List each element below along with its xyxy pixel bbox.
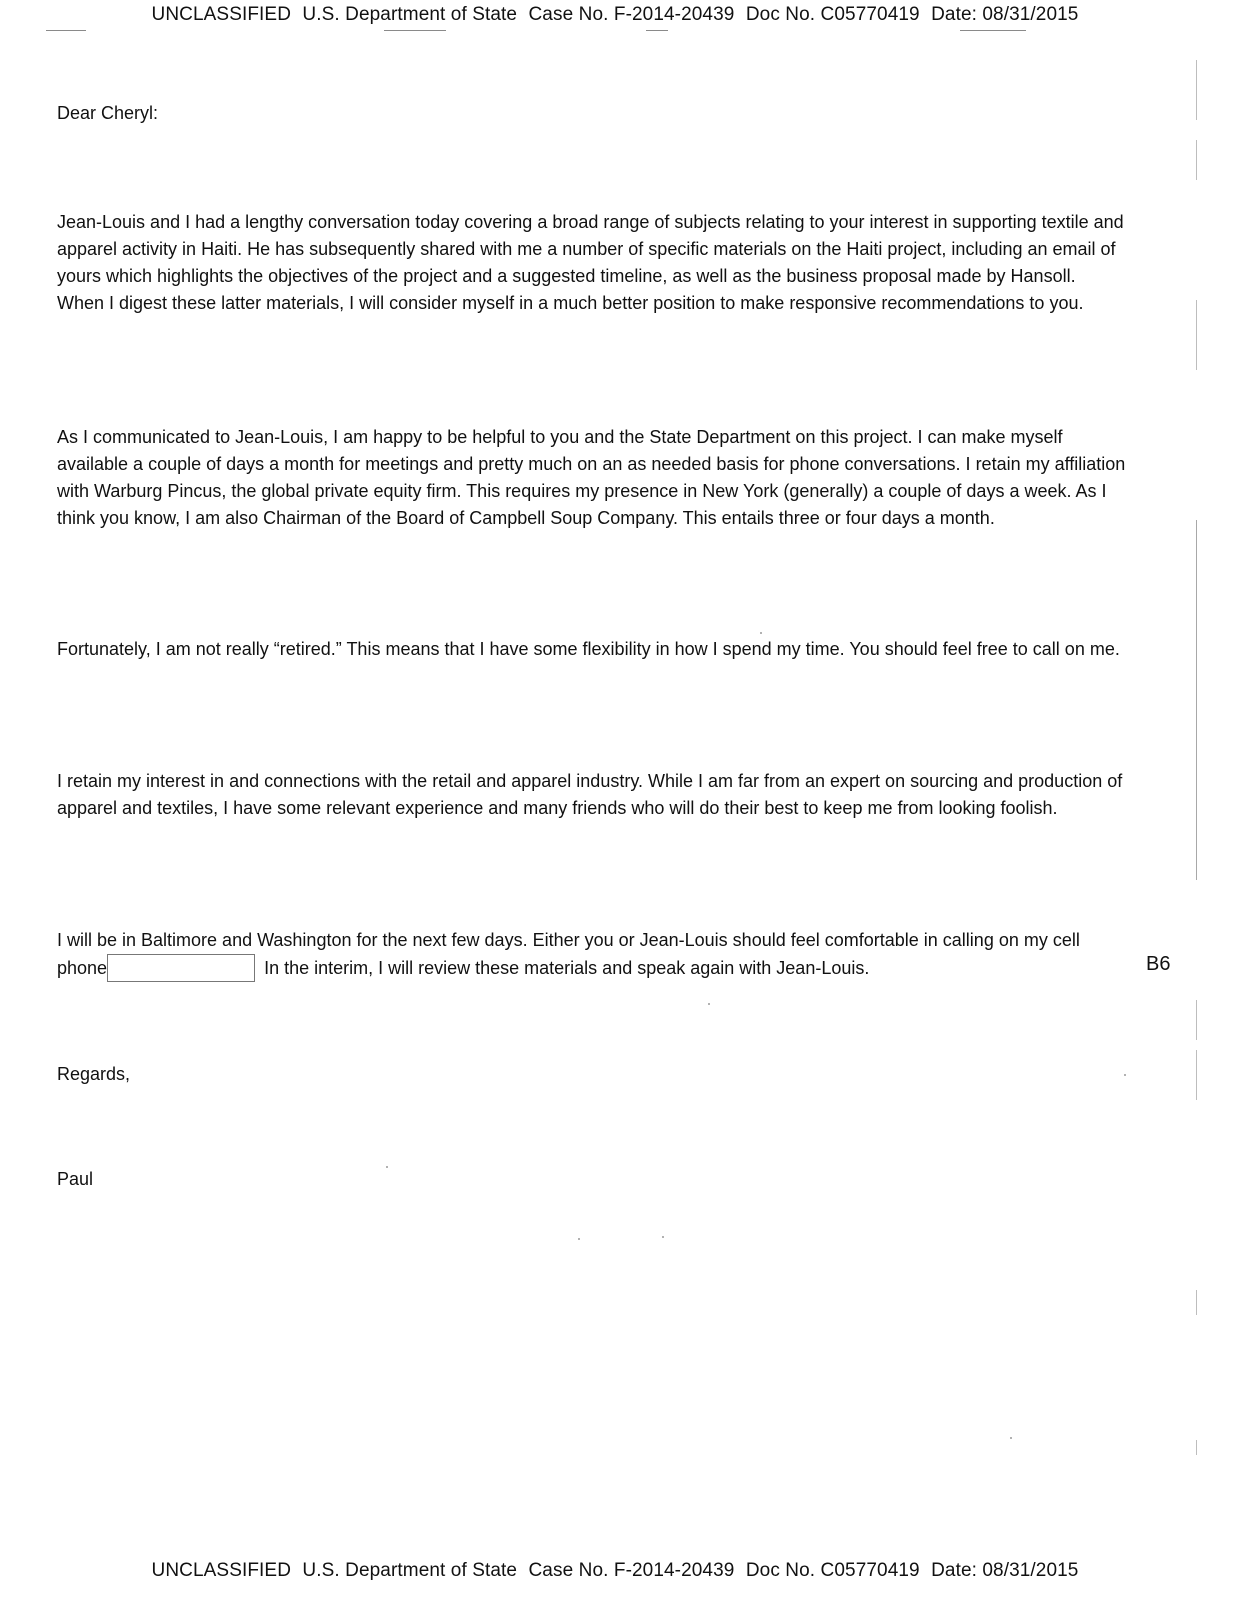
scan-artifact bbox=[646, 30, 668, 31]
scan-artifact bbox=[386, 1166, 388, 1168]
scan-artifact bbox=[1196, 1440, 1197, 1455]
header-case-number: Case No. F-2014-20439 bbox=[528, 4, 735, 25]
scan-artifact bbox=[1196, 140, 1197, 180]
scan-artifact bbox=[760, 632, 762, 634]
scan-artifact bbox=[1196, 60, 1197, 120]
scan-artifact bbox=[1196, 1290, 1197, 1315]
letter-signature: Paul bbox=[57, 1169, 94, 1189]
scan-artifact bbox=[708, 1003, 710, 1005]
header-doc-number: Doc No. C05770419 bbox=[745, 4, 920, 25]
letter-paragraph: Fortunately, I am not really “retired.” This means that I have some flexibility in how I spend my time. You should feel free to call on me. bbox=[57, 639, 1120, 659]
scan-artifact bbox=[662, 1236, 664, 1238]
scan-artifact bbox=[1196, 1050, 1197, 1100]
scan-artifact bbox=[1196, 1000, 1197, 1040]
redaction-box bbox=[107, 954, 255, 982]
paragraph-text-before-redaction: I will be in Baltimore and Washington for the next few days. Either you or Jean-Louis should feel comfortable in calling on my cell phone bbox=[57, 930, 1080, 978]
scan-artifact bbox=[1010, 1437, 1012, 1439]
header-date: Date: 08/31/2015 bbox=[931, 4, 1079, 25]
header-agency: U.S. Department of State bbox=[302, 4, 518, 25]
letter-paragraph: As I communicated to Jean-Louis, I am happy to be helpful to you and the State Department on this project. I can make myself available a couple of days a month for meetings and pretty much on an as needed basis for phone conversations. I retain my affiliation with Warburg Pincus, the global private equity firm. This requires my presence in New York (generally) a couple of days a week. As I think you know, I am also Chairman of the Board of Campbell Soup Company. This entails three or four days a month. bbox=[57, 427, 1126, 528]
footer-classification: UNCLASSIFIED bbox=[151, 1560, 292, 1581]
scan-artifact bbox=[384, 30, 446, 31]
header-classification: UNCLASSIFIED bbox=[151, 4, 292, 25]
paragraph-text-after-redaction: In the interim, I will review these materials and speak again with Jean-Louis. bbox=[259, 958, 870, 978]
scan-artifact bbox=[46, 30, 86, 31]
footer-stamp bbox=[0, 1560, 1236, 1582]
scan-artifact bbox=[1124, 1074, 1126, 1076]
footer-case-number: Case No. F-2014-20439 bbox=[528, 1560, 735, 1581]
scan-artifact bbox=[1196, 300, 1197, 370]
header-stamp bbox=[0, 4, 1236, 26]
scan-artifact bbox=[578, 1238, 580, 1240]
letter-paragraph: Jean-Louis and I had a lengthy conversation today covering a broad range of subjects relating to your interest in supporting textile and apparel activity in Haiti. He has subsequently shared with me a number of specific materials on the Haiti project, including an email of yours which highlights the objectives of the project and a suggested timeline, as well as the business proposal made by Hansoll. When I digest these latter materials, I will consider myself in a much better position to make responsive recommendations to you. bbox=[57, 212, 1124, 313]
letter-paragraph-with-redaction bbox=[57, 927, 1127, 982]
letter-paragraph: I retain my interest in and connections with the retail and apparel industry. While I am far from an expert on sourcing and production of apparel and textiles, I have some relevant experience and many friends who will do their best to keep me from looking foolish. bbox=[57, 771, 1123, 818]
letter-closing: Regards, bbox=[57, 1064, 131, 1084]
footer-agency: U.S. Department of State bbox=[302, 1560, 518, 1581]
letter-greeting: Dear Cheryl: bbox=[57, 103, 159, 123]
footer-date: Date: 08/31/2015 bbox=[931, 1560, 1079, 1581]
footer-doc-number: Doc No. C05770419 bbox=[745, 1560, 920, 1581]
scan-artifact bbox=[1196, 520, 1197, 880]
redaction-exemption-code: B6 bbox=[1146, 953, 1171, 975]
scan-artifact bbox=[960, 30, 1026, 31]
